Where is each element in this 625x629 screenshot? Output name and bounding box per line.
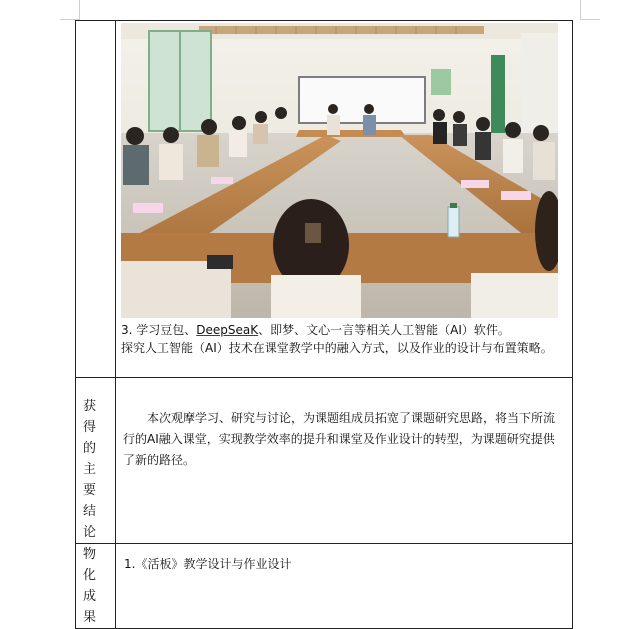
conclusions-label-cell bbox=[76, 378, 116, 544]
photo-row bbox=[76, 21, 573, 378]
photo-cell bbox=[116, 21, 573, 378]
outcome-label: 物化成果 bbox=[83, 547, 99, 625]
outcome-row bbox=[76, 544, 573, 629]
page-margin-line bbox=[580, 0, 581, 20]
page-margin-line bbox=[79, 0, 80, 20]
page-margin-line bbox=[580, 19, 600, 20]
caption-suffix: 、即梦、文心一言等相关人工智能（AI）软件。 bbox=[258, 323, 510, 337]
photo-caption bbox=[116, 318, 572, 363]
conclusions-text: 本次观摩学习、研究与讨论，为课题组成员拓宽了课题研究思路，将当下所流行的AI融入课堂，实现教学效率的提升和课堂及作业设计的转型，为课题研究提供了新的路径。 bbox=[123, 411, 556, 467]
conclusions-label: 获得的主要结论 bbox=[83, 399, 99, 540]
outcome-label-cell bbox=[76, 544, 116, 629]
empty-label-cell bbox=[76, 21, 116, 378]
conclusions-row bbox=[76, 378, 573, 544]
classroom-photo bbox=[121, 23, 558, 318]
caption-deepseak: DeepSeaK bbox=[196, 323, 259, 337]
record-table bbox=[75, 20, 573, 629]
caption-prefix: 3. 学习豆包、 bbox=[121, 323, 197, 337]
caption-line-2: 探究人工智能（AI）技术在课堂教学中的融入方式，以及作业的设计与布置策略。 bbox=[121, 341, 553, 355]
outcome-text: 1.《活板》教学设计与作业设计 bbox=[124, 557, 292, 571]
outcome-cell bbox=[116, 544, 573, 629]
conclusions-cell bbox=[116, 378, 573, 544]
caption-line-1 bbox=[121, 321, 568, 339]
